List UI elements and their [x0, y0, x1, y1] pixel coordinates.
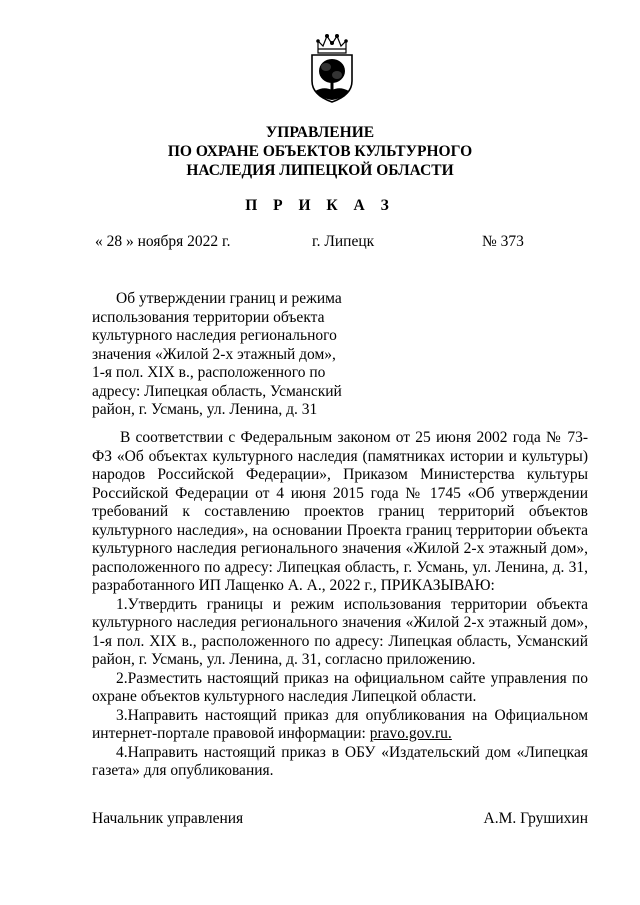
order-title: П Р И К А З	[245, 197, 395, 214]
pravo-gov-link[interactable]: pravo.gov.ru.	[369, 725, 452, 742]
order-item-3	[92, 707, 588, 744]
subject-line-3: культурного наследия регионального	[92, 327, 337, 344]
lipetsk-coat-of-arms-icon	[306, 33, 358, 105]
order-body	[92, 429, 588, 781]
subject-line-5: 1-я пол. XIX в., расположенного по	[92, 364, 326, 381]
subject-line-1: Об утверждении границ и режима	[116, 290, 342, 307]
order-item-4: 4.Направить настоящий приказ в ОБУ «Издательский дом «Липецкая газета» для опубликования.	[92, 743, 588, 779]
org-line-1: УПРАВЛЕНИЕ	[265, 124, 375, 141]
body-intro-paragraph: В соответствии с Федеральным законом от 25 июня 2002 года № 73-ФЗ «Об объектах культурного наследия (памятниках истории и культуры) народов Российской Федерации», Приказом Министерства культуры Российской Федерации от 4 июня 2015 года № 1745 «Об утверждении требований к составлению проектов границ территорий объектов культурного наследия», на основании Проекта границ территории объекта культурного наследия регионального значения «Жилой 2-х этажный дом», расположенного по адресу: Липецкая область, г. Усмань, ул. Ленина, д. 31, разработанного ИП Лащенко А. А., 2022 г., ПРИКАЗЫВАЮ:	[92, 429, 588, 594]
subject-line-7: район, г. Усмань, ул. Ленина, д. 31	[92, 401, 318, 418]
order-item-3-text: 3.Направить настоящий приказ для опубликования на Официальном интернет-портале правовой информации:	[92, 706, 588, 742]
order-date: « 28 » ноября 2022 г.	[95, 233, 231, 250]
order-item-1: 1.Утвердить границы и режим использования территории объекта культурного наследия регионального значения «Жилой 2-х этажный дом», 1-я пол. XIX в., расположенного по адресу: Липецкая область, Усманский район, г. Усмань, ул. Ленина, д. 31, согласно приложению.	[92, 595, 588, 668]
subject-line-6: адресу: Липецкая область, Усманский	[92, 382, 342, 400]
org-line-2: ПО ОХРАНЕ ОБЪЕКТОВ КУЛЬТУРНОГО	[167, 143, 473, 160]
org-line-3: НАСЛЕДИЯ ЛИПЕЦКОЙ ОБЛАСТИ	[186, 162, 454, 179]
organization-name	[0, 123, 640, 180]
order-city: г. Липецк	[312, 233, 375, 250]
order-number: № 373	[482, 233, 524, 250]
order-subject	[92, 290, 362, 420]
order-item-2: 2.Разместить настоящий приказ на официальном сайте управления по охране объектов культурного наследия Липецкой области.	[92, 669, 588, 705]
signatory-name: А.М. Грушихин	[483, 810, 588, 827]
subject-line-4: значения «Жилой 2-х этажный дом»,	[92, 345, 336, 363]
signatory-title: Начальник управления	[92, 810, 244, 827]
subject-line-2: использования территории объекта	[92, 308, 325, 326]
